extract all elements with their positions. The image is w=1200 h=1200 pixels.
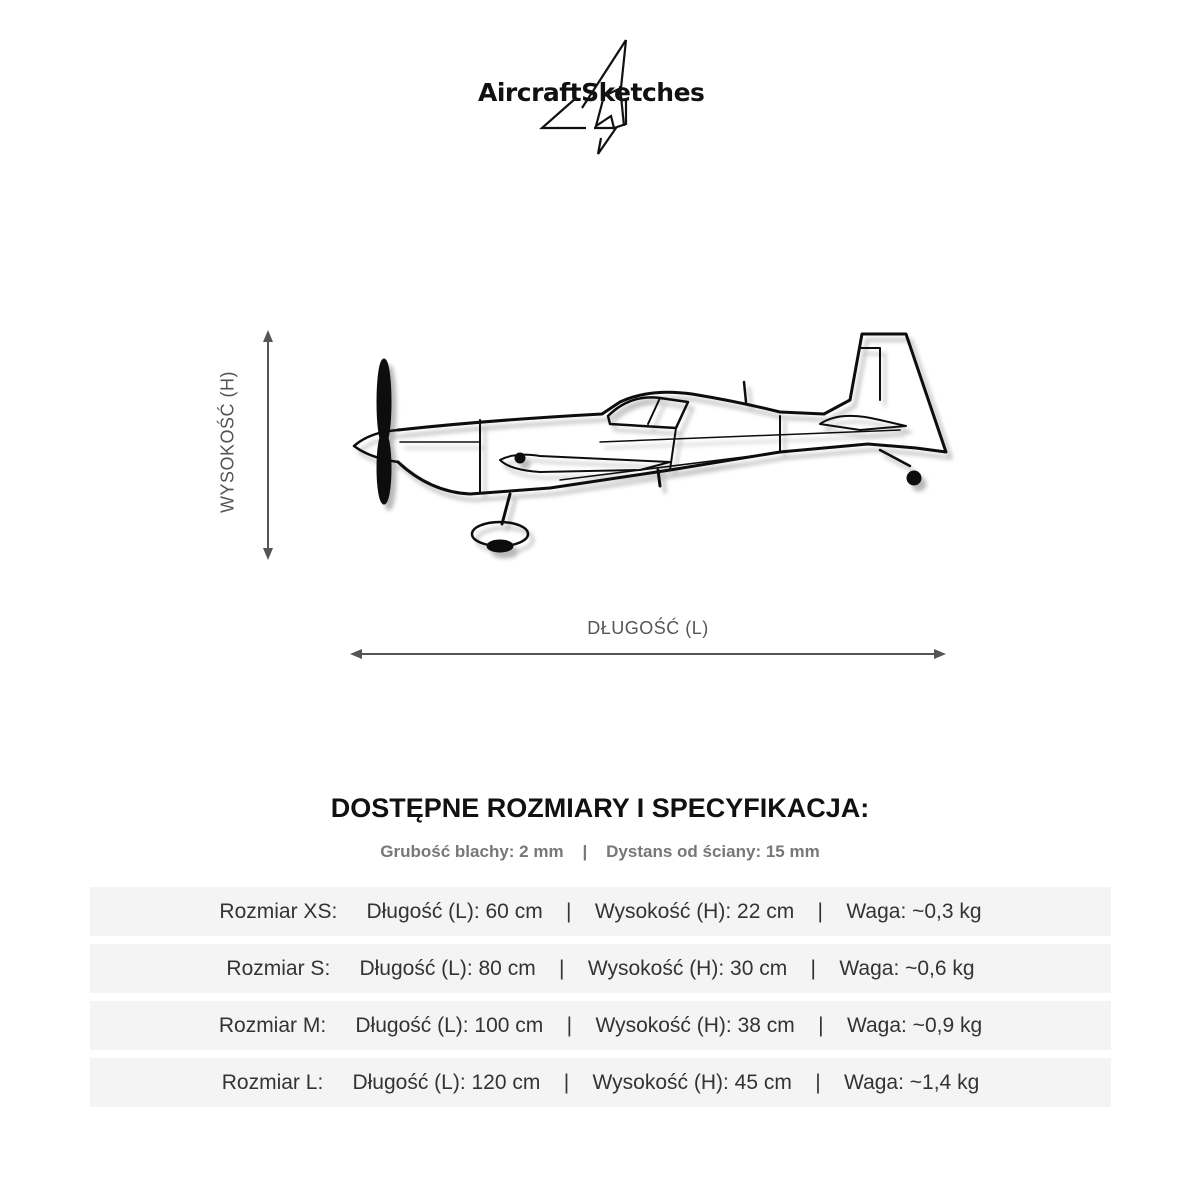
aircraft-silhouette-icon [340, 320, 960, 580]
separator: | [810, 957, 817, 980]
specs-subtitle [0, 842, 1200, 862]
length-label: DŁUGOŚĆ (L) [587, 618, 709, 638]
vertical-arrow-icon [258, 330, 278, 560]
separator: | [566, 900, 572, 923]
brand-logo [470, 36, 730, 161]
size-height: Wysokość (H): 30 cm [587, 957, 788, 980]
size-height: Wysokość (H): 38 cm [595, 1014, 795, 1037]
size-length: Długość (L): 80 cm [359, 957, 536, 980]
size-name: Rozmiar S: [226, 957, 331, 980]
size-row [90, 944, 1111, 993]
size-height: Wysokość (H): 22 cm [594, 900, 795, 923]
horizontal-arrow-icon [350, 644, 946, 664]
thickness-text: Grubość blachy: 2 mm [380, 842, 564, 861]
brand-name: AircraftSketches [478, 78, 705, 107]
height-label: WYSOKOŚĆ (H) [217, 370, 238, 514]
size-row [90, 887, 1111, 936]
size-row [90, 1001, 1111, 1050]
size-name: Rozmiar M: [218, 1014, 327, 1037]
separator: | [559, 957, 565, 980]
wall-distance-text: Dystans od ściany: 15 mm [606, 842, 820, 861]
separator: | [815, 1071, 821, 1094]
size-name: Rozmiar XS: [219, 900, 338, 923]
size-length: Długość (L): 60 cm [366, 900, 543, 923]
separator: | [566, 1014, 573, 1037]
separator: | [818, 1014, 824, 1037]
specs-title: DOSTĘPNE ROZMIARY I SPECYFIKACJA: [330, 793, 870, 823]
separator: | [817, 900, 824, 923]
separator: | [563, 1071, 570, 1094]
separator: | [582, 842, 588, 861]
size-name: Rozmiar L: [221, 1071, 324, 1094]
size-length: Długość (L): 100 cm [355, 1014, 544, 1037]
size-weight: Waga: ~0,6 kg [839, 957, 975, 980]
size-height: Wysokość (H): 45 cm [592, 1071, 792, 1094]
size-weight: Waga: ~0,3 kg [846, 900, 982, 923]
size-weight: Waga: ~0,9 kg [846, 1014, 983, 1037]
size-weight: Waga: ~1,4 kg [844, 1071, 980, 1094]
size-table [90, 887, 1111, 1115]
size-row [90, 1058, 1111, 1107]
size-length: Długość (L): 120 cm [352, 1071, 541, 1094]
